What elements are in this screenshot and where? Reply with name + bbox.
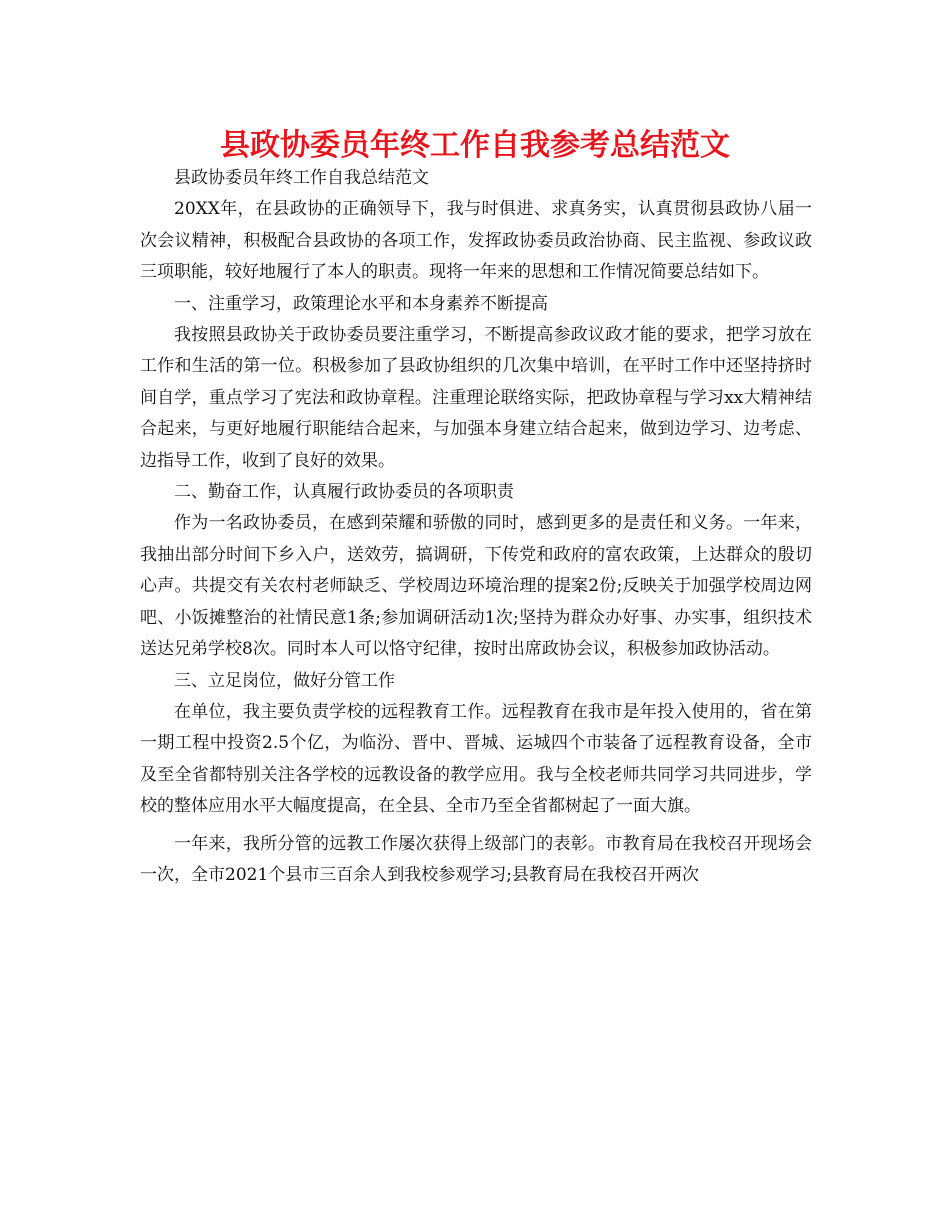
section-heading-2: 二、勤奋工作，认真履行政协委员的各项职责 (174, 482, 514, 503)
subtitle-paragraph: 县政协委员年终工作自我总结范文 (174, 168, 429, 188)
document-title: 县政协委员年终工作自我参考总结范文 (220, 128, 730, 163)
document-body (140, 163, 812, 891)
section-heading-1: 一、注重学习，政策理论水平和本身素养不断提高 (174, 293, 548, 314)
section-2-paragraph: 作为一名政协委员，在感到荣耀和骄傲的同时，感到更多的是责任和义务。一年来，我抽出部分时间下乡入户，送效劳，搞调研，下传党和政府的富农政策，上达群众的殷切心声。共提交有关农村老师缺乏、学校周边环境治理的提案2份;反映关于加强学校周边网吧、小饭摊整治的社情民意1条;参加调研活动1次;坚持为群众办好事、办实事，组织技术送达兄弟学校8次。同时本人可以恪守纪律，按时出席政协会议，积极参加政协活动。 (140, 513, 812, 660)
intro-paragraph: 20XX年，在县政协的正确领导下，我与时俱进、求真务实，认真贯彻县政协八届一次会议精神，积极配合县政协的各项工作，发挥政协委员政治协商、民主监视、参政议政三项职能，较好地履行了本人的职责。现将一年来的思想和工作情况简要总结如下。 (140, 199, 812, 283)
section-3-paragraph-continued: 一年来，我所分管的远教工作屡次获得上级部门的表彰。市教育局在我校召开现场会一次，全市2021个县市三百余人到我校参观学习;县教育局在我校召开两次 (140, 833, 812, 885)
section-heading-3: 三、立足岗位，做好分管工作 (174, 670, 395, 691)
section-1-paragraph: 我按照县政协关于政协委员要注重学习，不断提高参政议政才能的要求，把学习放在工作和生活的第一位。积极参加了县政协组织的几次集中培训，在平时工作中还坚持挤时间自学，重点学习了宪法和政协章程。注重理论联络实际，把政协章程与学习xx大精神结合起来，与更好地履行职能结合起来，与加强本身建立结合起来，做到边学习、边考虑、边指导工作，收到了良好的效果。 (140, 325, 812, 471)
section-3-paragraph: 在单位，我主要负责学校的远程教育工作。远程教育在我市是年投入使用的，省在第一期工程中投资2.5个亿，为临汾、晋中、晋城、运城四个市装备了远程教育设备，全市及至全省都特别关注各学校的远教设备的教学应用。我与全校老师共同学习共同进步，学校的整体应用水平大幅度提高，在全县、全市乃至全省都树起了一面大旗。 (140, 701, 812, 817)
